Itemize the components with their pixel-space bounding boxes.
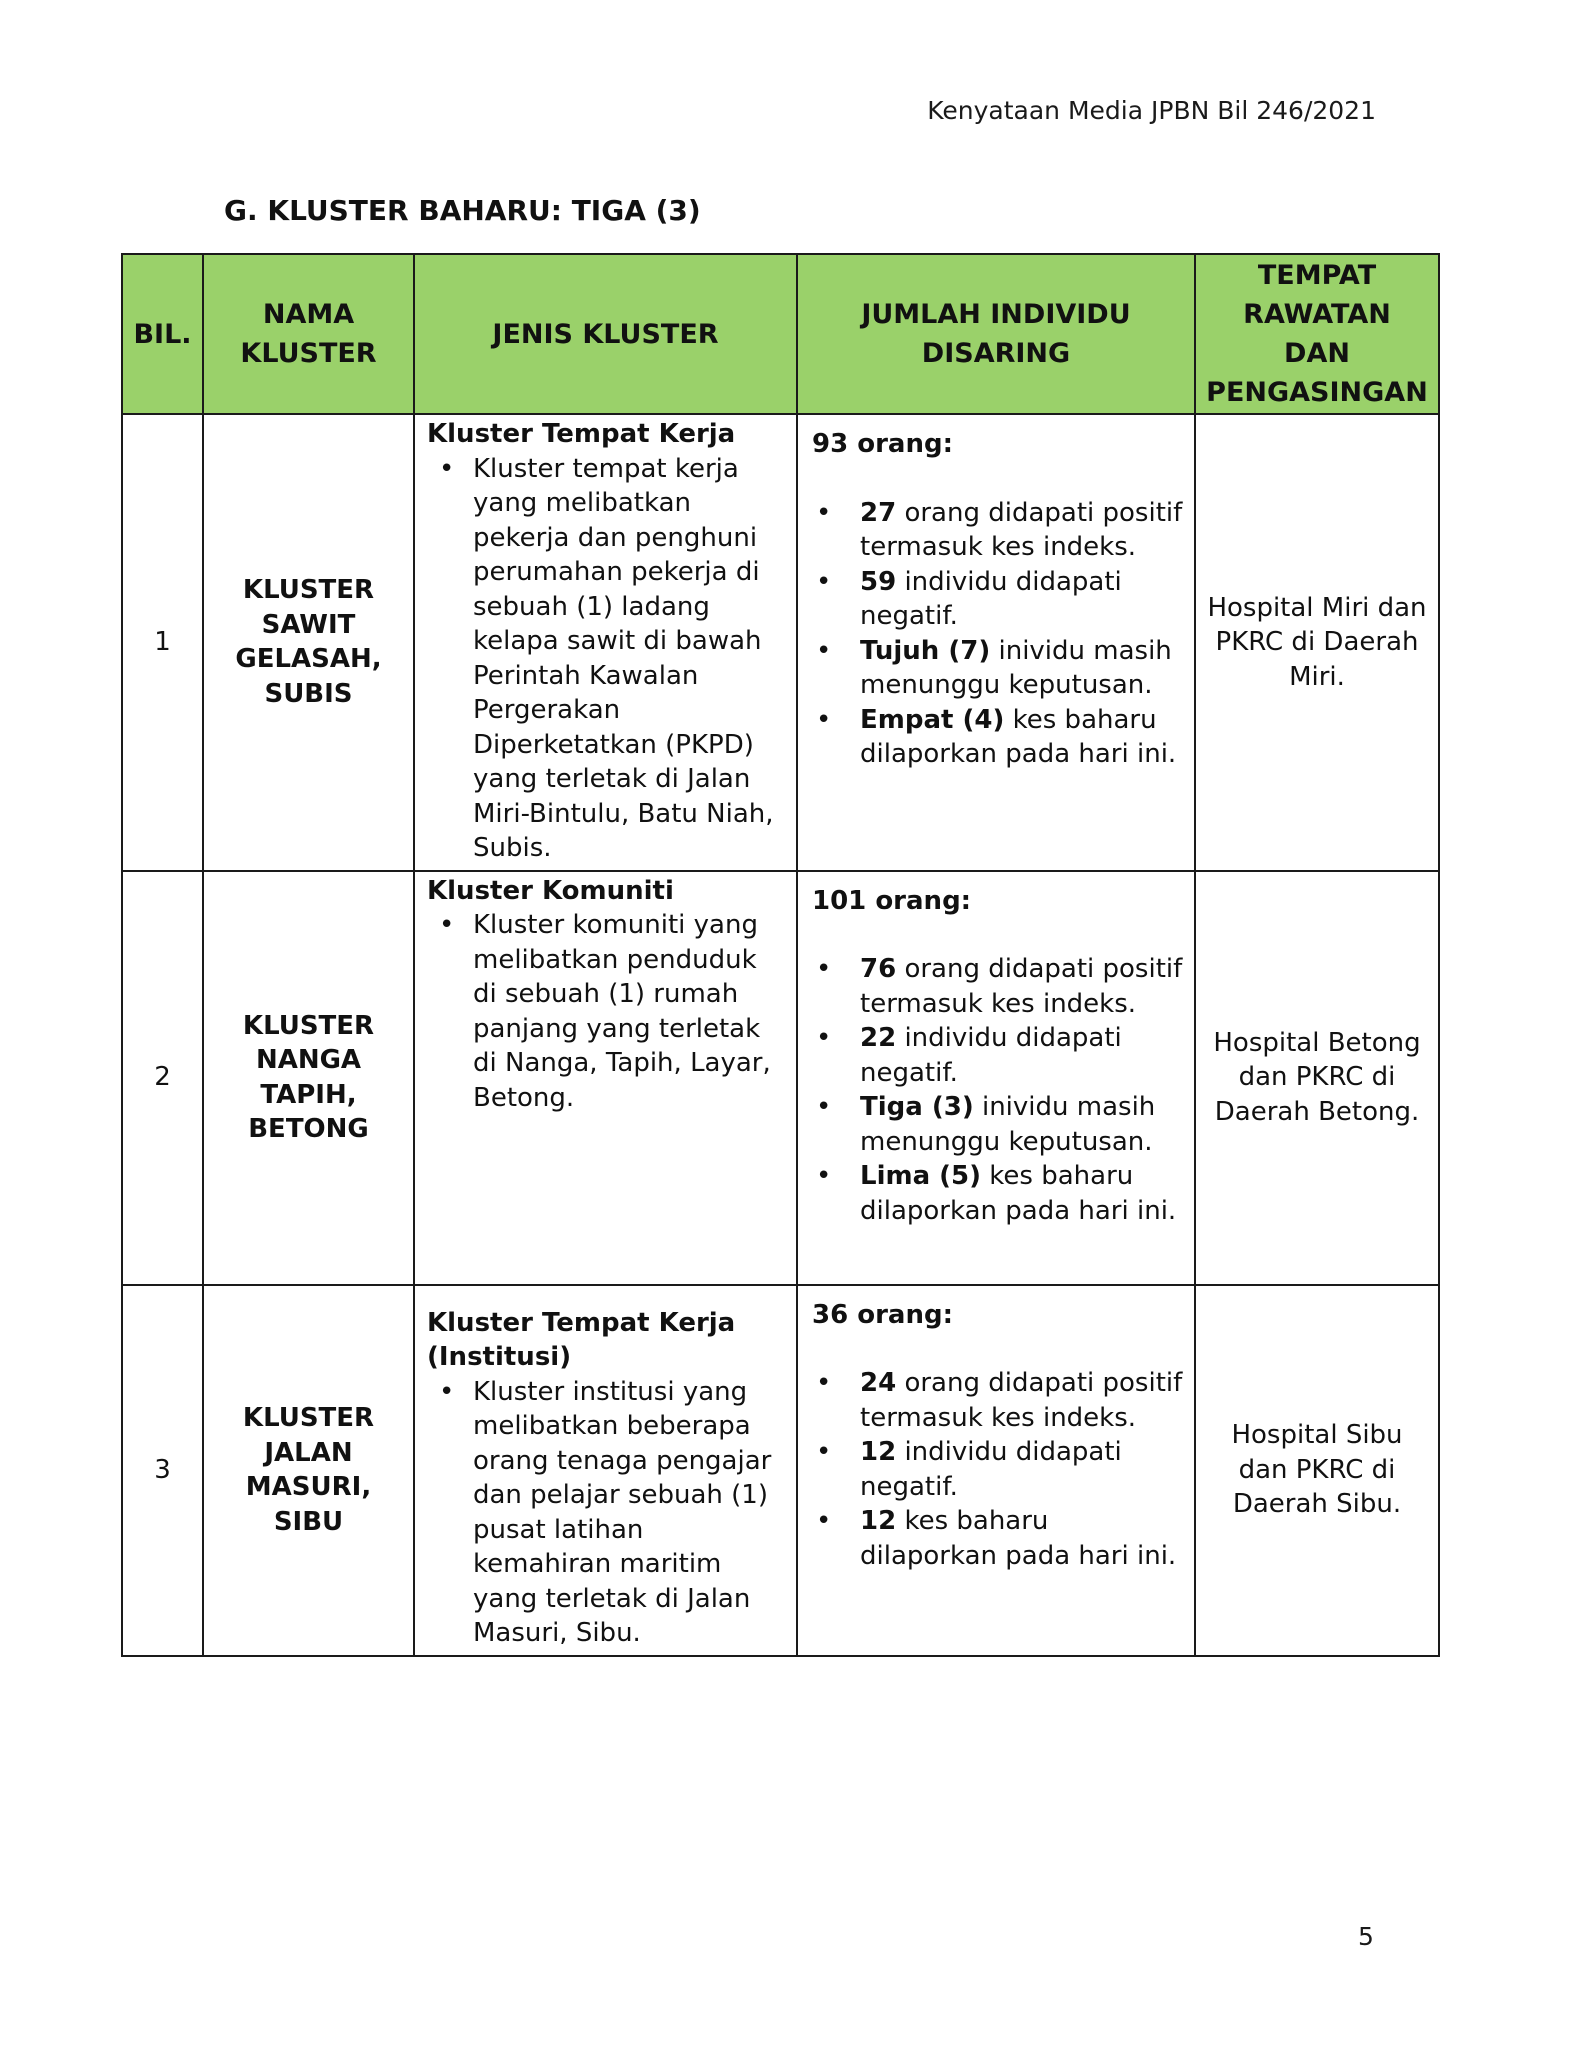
stat-item: • 22 individu didapati negatif. (860, 1021, 1184, 1090)
table-row (122, 1285, 1439, 1656)
stat-item: • Empat (4) kes baharu dilaporkan pada hari ini. (860, 703, 1184, 772)
row-number: 1 (122, 414, 203, 871)
table-row (122, 414, 1439, 871)
cluster-description: • Kluster tempat kerja yang melibatkan pekerja dan penghuni perumahan pekerja di sebuah (1) ladang kelapa sawit di bawah Perintah Kawalan Pergerakan Diperketatkan (PKPD) yang terletak di Jalan Miri-Bintulu, Batu Niah, Subis. (473, 452, 786, 866)
document-reference: Kenyataan Media JPBN Bil 246/2021 (927, 96, 1376, 125)
stat-item: • Tujuh (7) inividu masih menunggu keputusan. (860, 634, 1184, 703)
table-header-row (122, 254, 1439, 414)
row-number: 3 (122, 1285, 203, 1656)
screened-total: 93 orang: (812, 429, 953, 459)
cluster-type (414, 414, 797, 871)
column-header-nama-kluster: NAMA KLUSTER (203, 254, 414, 414)
cluster-type (414, 871, 797, 1285)
stat-item: • Lima (5) kes baharu dilaporkan pada hari ini. (860, 1159, 1184, 1228)
cluster-type-title: Kluster Komuniti (427, 875, 674, 906)
cluster-name: KLUSTER JALAN MASURI, SIBU (203, 1285, 414, 1656)
stat-item: • Tiga (3) inividu masih menunggu keputusan. (860, 1090, 1184, 1159)
section-title: G. KLUSTER BAHARU: TIGA (3) (224, 194, 701, 227)
column-header-tempat-rawatan: TEMPAT RAWATAN DAN PENGASINGAN (1195, 254, 1439, 414)
row-number: 2 (122, 871, 203, 1285)
screened-total: 101 orang: (812, 885, 972, 916)
stat-item: • 24 orang didapati positif termasuk kes indeks. (860, 1366, 1184, 1435)
stat-item: • 59 individu didapati negatif. (860, 565, 1184, 634)
column-header-jenis-kluster: JENIS KLUSTER (414, 254, 797, 414)
page-number: 5 (1358, 1922, 1374, 1951)
cluster-description: • Kluster komuniti yang melibatkan penduduk di sebuah (1) rumah panjang yang terletak di Nanga, Tapih, Layar, Betong. (473, 908, 786, 1115)
cluster-table (121, 253, 1440, 1657)
cluster-description: • Kluster institusi yang melibatkan beberapa orang tenaga pengajar dan pelajar sebuah (1) pusat latihan kemahiran maritim yang terletak di Jalan Masuri, Sibu. (473, 1375, 786, 1651)
cluster-name: KLUSTER SAWIT GELASAH, SUBIS (203, 414, 414, 871)
cluster-name: KLUSTER NANGA TAPIH, BETONG (203, 871, 414, 1285)
screened-individuals (797, 871, 1195, 1285)
table-row (122, 871, 1439, 1285)
screened-individuals (797, 414, 1195, 871)
stat-item: • 27 orang didapati positif termasuk kes indeks. (860, 496, 1184, 565)
cluster-type-title: Kluster Tempat Kerja (427, 419, 736, 449)
cluster-type (414, 1285, 797, 1656)
treatment-location: Hospital Sibu dan PKRC di Daerah Sibu. (1195, 1285, 1439, 1656)
stat-item: • 12 individu didapati negatif. (860, 1435, 1184, 1504)
screened-individuals (797, 1285, 1195, 1656)
column-header-jumlah-individu: JUMLAH INDIVIDU DISARING (797, 254, 1195, 414)
column-header-bil: BIL. (122, 254, 203, 414)
treatment-location: Hospital Betong dan PKRC di Daerah Betong. (1195, 871, 1439, 1285)
cluster-type-title: Kluster Tempat Kerja (Institusi) (427, 1307, 736, 1372)
stat-item: • 76 orang didapati positif termasuk kes indeks. (860, 952, 1184, 1021)
stat-item: • 12 kes baharu dilaporkan pada hari ini. (860, 1504, 1184, 1573)
treatment-location: Hospital Miri dan PKRC di Daerah Miri. (1195, 414, 1439, 871)
screened-total: 36 orang: (812, 1299, 953, 1330)
